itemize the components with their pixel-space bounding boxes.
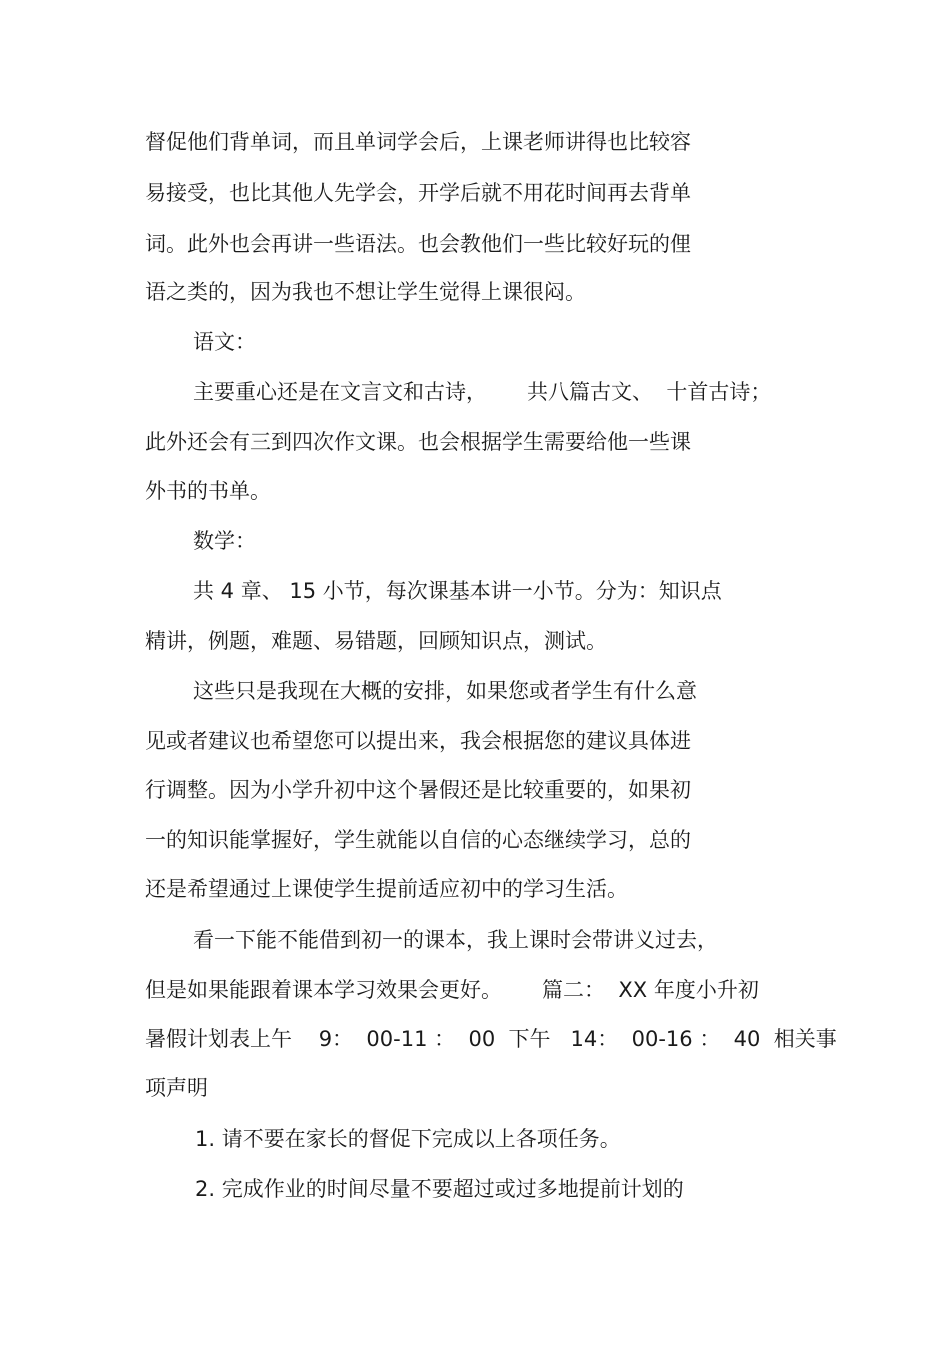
list-item: 2. 完成作业的时间尽量不要超过或过多地提前计划的: [195, 1177, 684, 1201]
paragraph-line: 主要重心还是在文言文和古诗， 共八篇古文、 十首古诗；: [193, 380, 772, 404]
paragraph-line: 看一下能不能借到初一的课本，我上课时会带讲义过去，: [193, 928, 718, 952]
paragraph-line: 督促他们背单词，而且单词学会后，上课老师讲得也比较容: [145, 130, 691, 154]
list-item: 1. 请不要在家长的督促下完成以上各项任务。: [195, 1127, 621, 1151]
paragraph-line: 外书的书单。: [145, 479, 271, 503]
paragraph-line: 词。此外也会再讲一些语法。也会教他们一些比较好玩的俚: [145, 232, 691, 256]
paragraph-line: 易接受，也比其他人先学会，开学后就不用花时间再去背单: [145, 181, 691, 205]
paragraph-line: 精讲，例题，难题、易错题，回顾知识点，测试。: [145, 629, 607, 653]
paragraph-line: 这些只是我现在大概的安排，如果您或者学生有什么意: [193, 679, 697, 703]
paragraph-line: 项声明: [145, 1076, 208, 1100]
section-heading-chinese: 语文：: [193, 330, 256, 354]
paragraph-line: 语之类的，因为我也不想让学生觉得上课很闷。: [145, 280, 586, 304]
paragraph-line: 一的知识能掌握好，学生就能以自信的心态继续学习，总的: [145, 828, 691, 852]
paragraph-line: 还是希望通过上课使学生提前适应初中的学习生活。: [145, 877, 628, 901]
paragraph-line: 共 4 章、 15 小节，每次课基本讲一小节。分为：知识点: [193, 579, 722, 603]
paragraph-line: 暑假计划表上午 9： 00-11 ： 00 下午 14： 00-16 ： 40 相关事: [145, 1027, 837, 1051]
section-heading-math: 数学：: [193, 529, 256, 553]
paragraph-line: 见或者建议也希望您可以提出来，我会根据您的建议具体进: [145, 729, 691, 753]
paragraph-line: 行调整。因为小学升初中这个暑假还是比较重要的，如果初: [145, 778, 691, 802]
paragraph-line: 但是如果能跟着课本学习效果会更好。 篇二： XX 年度小升初: [145, 978, 759, 1002]
paragraph-line: 此外还会有三到四次作文课。也会根据学生需要给他一些课: [145, 430, 691, 454]
